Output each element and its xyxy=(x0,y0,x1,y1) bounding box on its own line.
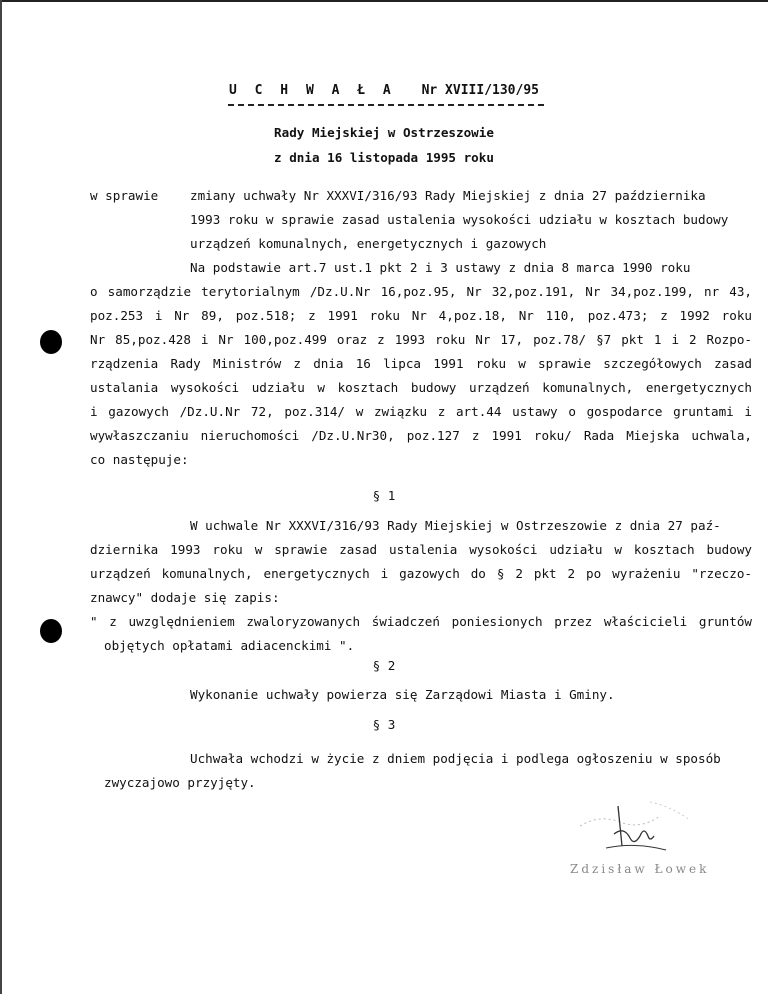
scan-edge-top xyxy=(0,0,768,2)
section-3-line: zwyczajowo przyjęty. xyxy=(104,775,256,790)
section-1-line: W uchwale Nr XXXVI/316/93 Rady Miejskiej w Ostrzeszowie z dnia 27 paź- xyxy=(190,518,721,533)
preamble-line: Na podstawie art.7 ust.1 pkt 2 i 3 ustawy z dnia 8 marca 1990 roku xyxy=(190,260,691,275)
issue-date: z dnia 16 listopada 1995 roku xyxy=(274,150,494,165)
signature-name: Zdzisław Łowek xyxy=(570,862,710,876)
section-1-line: znawcy" dodaje się zapis: xyxy=(90,590,280,605)
preamble-line: wywłaszczaniu nieruchomości /Dz.U.Nr30, poz.127 z 1991 roku/ Rada Miejska uchwala, xyxy=(90,428,752,443)
punch-hole-mark xyxy=(40,619,62,643)
preamble-line: ustalania wysokości udziału w kosztach budowy urządzeń komunalnych, energetycznych xyxy=(90,380,752,395)
subject-text xyxy=(190,184,728,256)
preamble-line: co następuje: xyxy=(90,452,189,467)
section-1-line: urządzeń komunalnych, energetycznych i gazowych do § 2 pkt 2 po wyrażeniu "rzeczo- xyxy=(90,566,752,581)
section-1-line: objętych opłatami adiacenckimi ". xyxy=(104,638,355,653)
punch-hole-mark xyxy=(40,330,62,354)
subject-line: zmiany uchwały Nr XXXVI/316/93 Rady Miejskiej z dnia 27 października xyxy=(190,188,706,203)
subject-line: urządzeń komunalnych, energetycznych i gazowych xyxy=(190,236,547,251)
preamble-line: rządzenia Rady Ministrów z dnia 16 lipca 1991 roku w sprawie szczegółowych zasad xyxy=(90,356,752,371)
preamble-line: o samorządzie terytorialnym /Dz.U.Nr 16,poz.95, Nr 32,poz.191, Nr 34,poz.199, nr 43, xyxy=(90,284,752,299)
section-2-heading: § 2 xyxy=(372,658,396,673)
section-1-body xyxy=(90,514,752,658)
section-1-line: " z uwzględnieniem zwaloryzowanych świadczeń poniesionych przez właścicieli gruntów xyxy=(90,614,752,629)
section-3-body xyxy=(90,747,752,795)
section-1-line: dziernika 1993 roku w sprawie zasad ustalenia wysokości udziału w kosztach budowy xyxy=(90,542,752,557)
preamble-line: poz.253 i Nr 89, poz.518; z 1991 roku Nr 4,poz.18, Nr 110, poz.473; z 1992 roku xyxy=(90,308,752,323)
preamble-line: i gazowych /Dz.U.Nr 72, poz.314/ w związku z art.44 ustawy o gospodarce gruntami i xyxy=(90,404,752,419)
section-3-line: Uchwała wchodzi w życie z dniem podjęcia i podlega ogłoszeniu w sposób xyxy=(190,751,721,766)
title-word: U C H W A Ł A xyxy=(229,83,396,98)
issuer: Rady Miejskiej w Ostrzeszowie xyxy=(274,125,494,140)
section-2-line: Wykonanie uchwały powierza się Zarządowi Miasta i Gminy. xyxy=(190,687,615,702)
subject-line: 1993 roku w sprawie zasad ustalenia wysokości udziału w kosztach budowy xyxy=(190,212,729,227)
subject-label: w sprawie xyxy=(90,188,159,203)
preamble xyxy=(90,256,752,472)
section-3-heading: § 3 xyxy=(372,717,396,732)
preamble-line: Nr 85,poz.428 i Nr 100,poz.499 oraz z 1993 roku Nr 17, poz.78/ §7 pkt 1 i 2 Rozpo- xyxy=(90,332,752,347)
section-1-heading: § 1 xyxy=(372,488,396,503)
resolution-number: Nr XVIII/130/95 xyxy=(421,83,539,98)
document-title xyxy=(0,83,768,98)
title-underline xyxy=(228,104,544,106)
